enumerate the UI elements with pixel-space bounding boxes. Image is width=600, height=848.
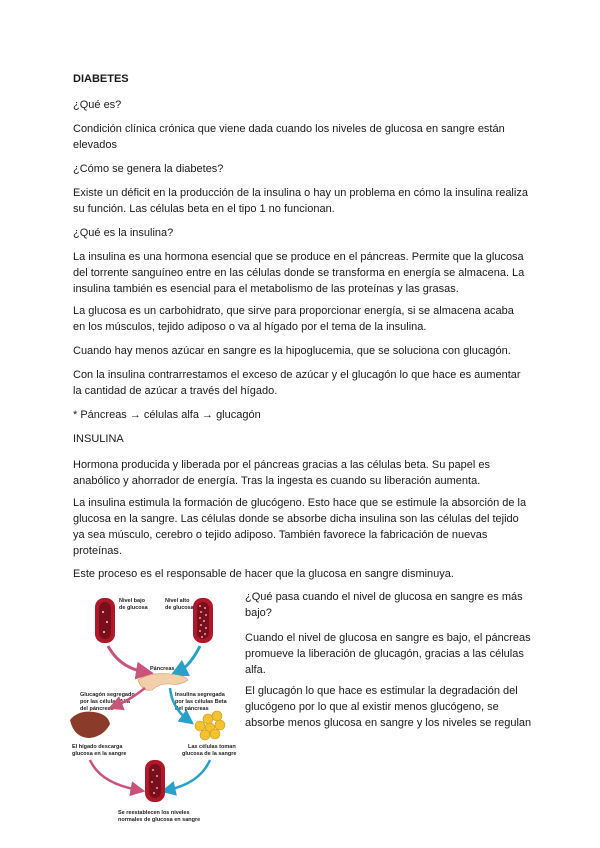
high-glucose-label-2: de glucosa xyxy=(165,605,194,611)
normal-label-2: normales de glucosa en sangre xyxy=(118,817,201,823)
low-glucose-answer: Cuando el nivel de glucosa en sangre es bajo, el páncreas promueve la liberación de glucagón, gracias a las células alfa. xyxy=(245,632,531,676)
answer-what-is: Condición clínica crónica que viene dada cuando los niveles de glucosa en sangre están elevados xyxy=(73,123,505,151)
insulin-heading: INSULINA xyxy=(73,433,124,445)
pancreas-icon xyxy=(138,674,188,691)
glucose-paragraph: La glucosa es un carbohidrato, que sirve para proporcionar energía, si se almacena acaba en los músculos, tejido adiposo o va al hígado por el tema de la insulina. xyxy=(73,305,514,333)
question-what-is: ¿Qué es? xyxy=(73,99,122,111)
cells-icon xyxy=(195,711,225,740)
document-title: DIABETES xyxy=(73,73,129,85)
liver-label-2: glucosa en la sangre xyxy=(72,751,127,757)
liver-icon xyxy=(70,712,110,738)
glucagon-paragraph: El glucagón lo que hace es estimular la degradación del glucógeno por lo que al existir menos glucógeno, se absorbe menos glucosa en sangre y los niveles se regulan xyxy=(245,685,532,729)
high-to-pancreas-arrow xyxy=(178,646,200,672)
liver-to-normal-arrow xyxy=(90,760,138,790)
question-how-generated: ¿Cómo se genera la diabetes? xyxy=(73,163,224,175)
cells-label-1: Las células toman xyxy=(188,744,236,750)
pancreas-label: Páncreas xyxy=(150,666,175,672)
liver-label-1: El hígado descarga xyxy=(72,744,123,750)
insulin-glucagon-paragraph: Con la insulina contrarrestamos el exceso de azúcar y el glucagón lo que hace es aumentar la cantidad de azúcar a través del hígado. xyxy=(73,369,521,397)
glucagon-label-1: Glucagón segregado xyxy=(80,692,135,698)
insulin-label-1: Insulina segregada xyxy=(175,692,225,698)
glycogen-paragraph: La insulina estimula la formación de glucógeno. Esto hace que se estimule la absorción de la glucosa en la sangre. Las células donde se absorbe dicha insulina son las células del tejido ya sea músculo, cerebro o tejido adiposo. También favorece la fabricación de nuevas proteínas. xyxy=(73,497,527,557)
low-glucose-label-2: de glucosa xyxy=(119,605,148,611)
normal-glucose-vessel-icon xyxy=(145,760,165,802)
glucose-regulation-diagram xyxy=(60,588,245,828)
hypoglycemia-paragraph: Cuando hay menos azúcar en sangre es la hipoglucemia, que se soluciona con glucagón. xyxy=(73,345,511,357)
high-glucose-vessel-icon xyxy=(193,598,213,643)
insulin-label-3: del páncreas xyxy=(175,706,209,712)
insulin-definition-paragraph: Hormona producida y liberada por el páncreas gracias a las células beta. Su papel es anabólico y ahorrador de energía. Tras la ingesta es cuando su liberación aumenta. xyxy=(73,459,491,487)
low-glucose-vessel-icon xyxy=(95,598,115,643)
answer-how-generated: Existe un déficit en la producción de la insulina o hay un problema en cómo la insulina realiza su función. Las células beta en el tipo 1 no funcionan. xyxy=(73,187,528,215)
process-paragraph: Este proceso es el responsable de hacer que la glucosa en sangre disminuya. xyxy=(73,568,454,580)
low-glucose-label-1: Nivel bajo xyxy=(119,598,145,604)
cells-label-2: glucosa de la sangre xyxy=(182,751,237,757)
pancreas-note: * Páncreas → células alfa → glucagón xyxy=(73,409,261,421)
insulin-label-2: por las células Beta xyxy=(175,699,227,705)
high-glucose-label-1: Nivel alto xyxy=(165,598,190,604)
cells-to-normal-arrow xyxy=(168,760,210,790)
question-what-is-insulin: ¿Qué es la insulina? xyxy=(73,227,174,239)
glucagon-label-3: del páncreas xyxy=(80,706,114,712)
low-to-pancreas-arrow xyxy=(108,646,145,672)
glucagon-label-2: por las células Alfa xyxy=(80,699,130,705)
low-glucose-question: ¿Qué pasa cuando el nivel de glucosa en sangre es más bajo? xyxy=(245,591,523,619)
answer-insulin-paragraph: La insulina es una hormona esencial que se produce en el páncreas. Permite que la glucosa del torrente sanguíneo entre en las células donde se transforma en energía se almacena. La insulina también es esencial para el metabolismo de las proteínas y las grasas. xyxy=(73,251,525,295)
normal-label-1: Se reestablecen los niveles xyxy=(118,810,190,816)
